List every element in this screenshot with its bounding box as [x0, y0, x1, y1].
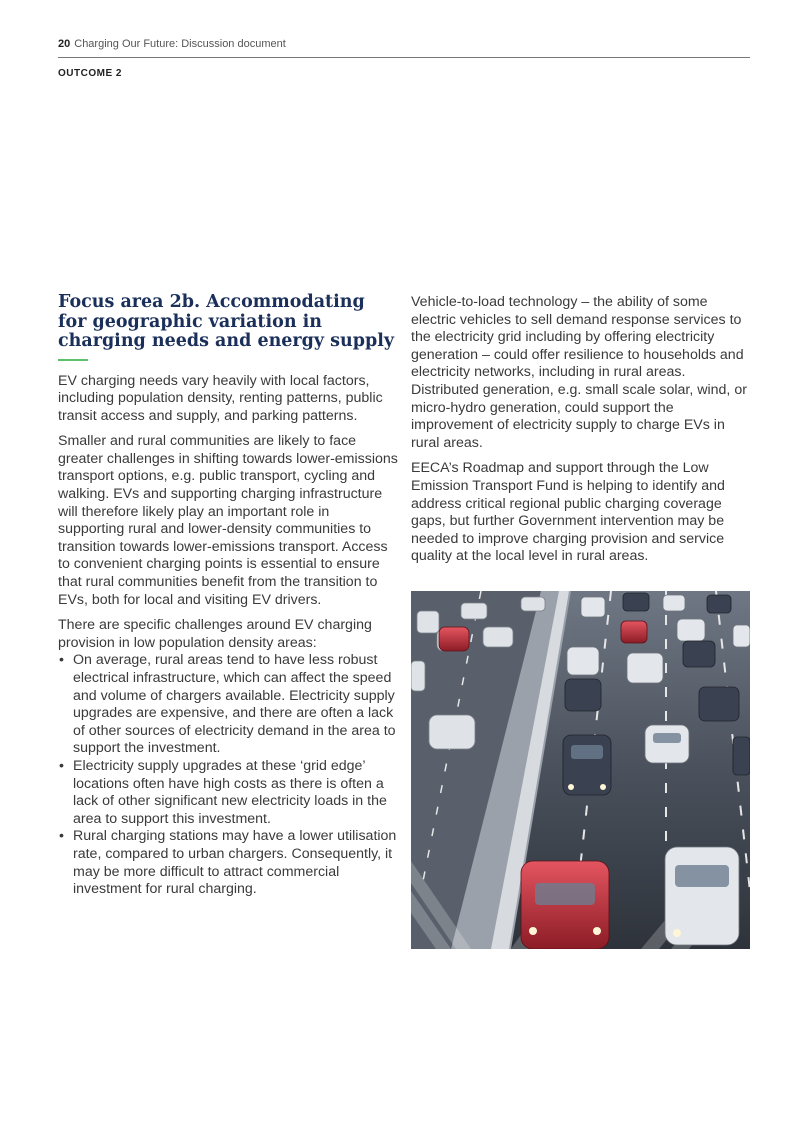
list-item-text: Electricity supply upgrades at these ‘grid edge’ locations often have high costs as there is often a lack of other significant new electricity loads in the area to support this investment.: [73, 757, 387, 827]
list-item-text: Rural charging stations may have a lower utilisation rate, compared to urban chargers. Consequently, it may be more difficult to attract commercial investment for rural charging.: [73, 828, 397, 898]
challenge-list: [58, 652, 398, 898]
paragraph: Smaller and rural communities are likely to face greater challenges in shifting towards lower-emissions transport options, e.g. public transport, cycling and walking. EVs and supporting charging infrastructure will therefore likely play an important role in supporting rural and lower-density communities to transition towards lower-emissions transport. Access to convenient charging points is essential to ensure that rural communities benefit from the transition to EVs, both for local and visiting EV drivers.: [58, 433, 398, 608]
list-item: [59, 757, 398, 828]
paragraph: Vehicle-to-load technology – the ability of some electric vehicles to sell demand response services to the electricity grid including by offering electricity generation – could offer resilience to households and electricity networks, including in rural areas. Distributed generation, e.g. small scale solar, wind, or micro-hydro generation, could support the improvement of electricity supply to charge EVs in rural areas.: [411, 294, 747, 451]
highway-traffic-image: [411, 591, 750, 949]
document-title: Charging Our Future: Discussion document: [74, 38, 286, 50]
left-column: [58, 293, 398, 899]
page-number: 20: [58, 38, 71, 50]
section-label: OUTCOME 2: [58, 68, 122, 79]
list-item: [59, 828, 398, 898]
header-divider: [58, 57, 750, 58]
paragraph: EV charging needs vary heavily with local factors, including population density, renting patterns, public transit access and supply, and parking patterns.: [58, 372, 383, 424]
paragraph: EECA’s Roadmap and support through the Low Emission Transport Fund is helping to identify and address critical regional public charging coverage gaps, but further Government intervention may be needed to improve charging provision and service quality at the local level in rural areas.: [411, 460, 725, 565]
bullet-icon: •: [59, 652, 64, 669]
heading-accent-rule: [58, 359, 88, 361]
right-column: [411, 294, 753, 574]
traffic-photo: [411, 591, 750, 949]
list-item-text: On average, rural areas tend to have less robust electrical infrastructure, which can affect the speed and volume of chargers available. Electricity supply upgrades are expensive, and there are often a lack of other sources of electricity demand in the area to support the investment.: [73, 652, 396, 757]
paragraph: There are specific challenges around EV charging provision in low population density areas:: [58, 617, 372, 651]
running-header: [58, 38, 286, 50]
bullet-icon: •: [59, 828, 64, 845]
bullet-icon: •: [59, 757, 64, 774]
focus-area-heading: Focus area 2b. Accommodating for geographic variation in charging needs and energy supply: [58, 292, 395, 351]
list-item: [59, 652, 398, 758]
